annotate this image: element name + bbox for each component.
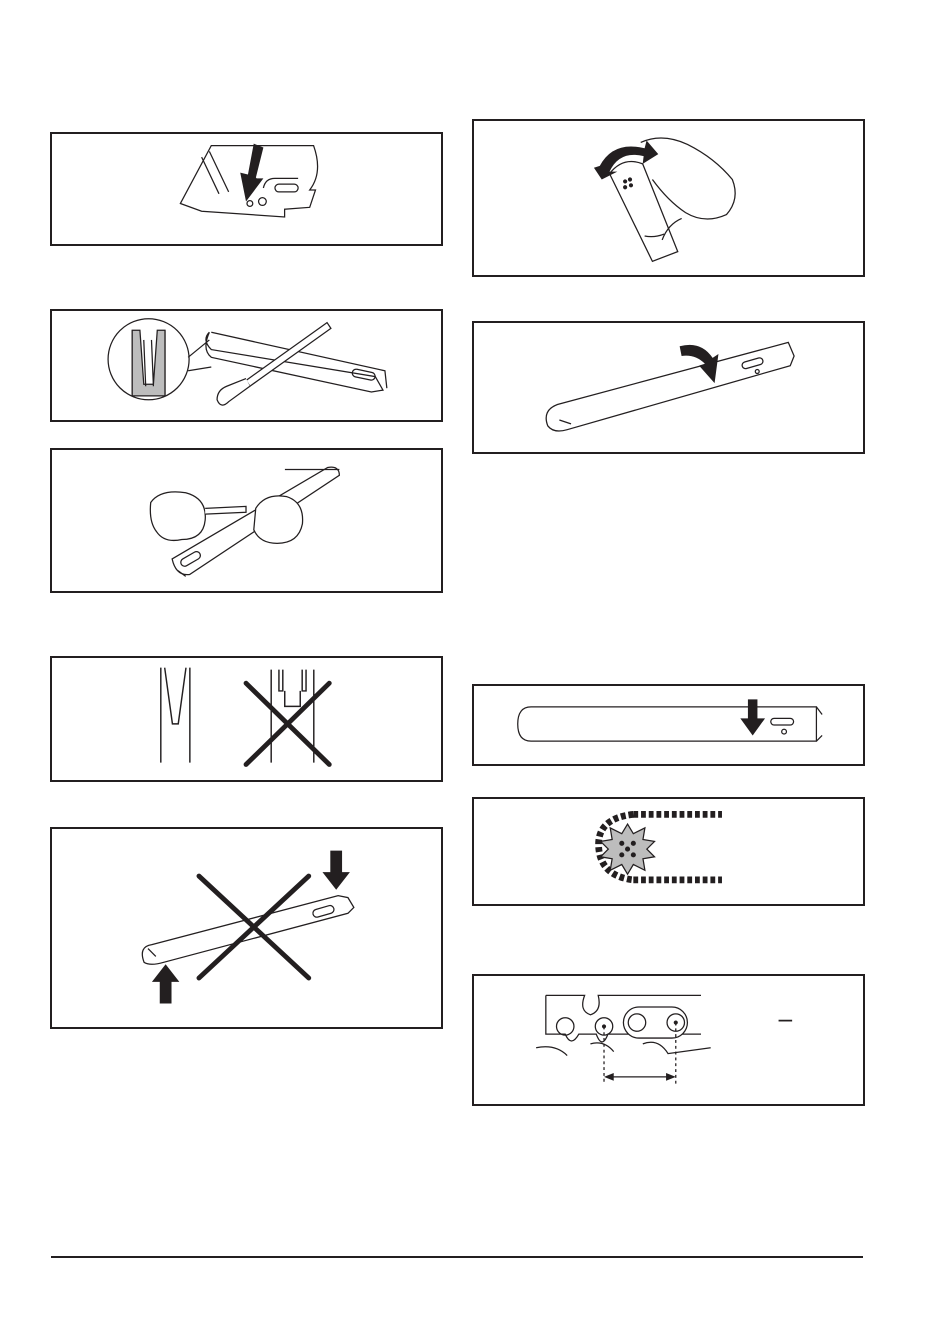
- chain-pitch-illustration: [474, 976, 863, 1104]
- figure-bar-groove-wear-comparison: [50, 656, 443, 782]
- figure-bar-turn-over: [472, 321, 865, 454]
- figure-bar-nose-sprocket-rotation: [472, 119, 865, 277]
- cross-icon: [246, 683, 329, 764]
- chain-sprocket-illustration: [474, 799, 863, 904]
- figure-bar-nose-lubrication-hole: [50, 132, 443, 246]
- figure-chain-drive-sprocket: [472, 797, 865, 906]
- figure-bar-oil-hole: [472, 684, 865, 766]
- groove-wear-illustration: [52, 658, 441, 780]
- figure-bar-edge-filing-by-hand: [50, 448, 443, 593]
- figure-chain-pitch-measurement: [472, 974, 865, 1106]
- bar-oil-hole-illustration: [474, 686, 863, 764]
- figure-bar-groove-filing: [50, 309, 443, 422]
- hand-filing-illustration: [52, 450, 441, 591]
- figure-bar-bent-incorrect: [50, 827, 443, 1029]
- bar-nose-illustration: [52, 134, 441, 244]
- nose-sprocket-rotation-illustration: [474, 121, 863, 275]
- arrow-down-icon: [322, 851, 349, 890]
- arrow-up-icon: [152, 964, 179, 1003]
- bar-turn-over-illustration: [474, 323, 863, 452]
- groove-filing-illustration: [52, 311, 441, 420]
- bent-bar-illustration: [52, 829, 441, 1027]
- footer-divider: [51, 1256, 863, 1258]
